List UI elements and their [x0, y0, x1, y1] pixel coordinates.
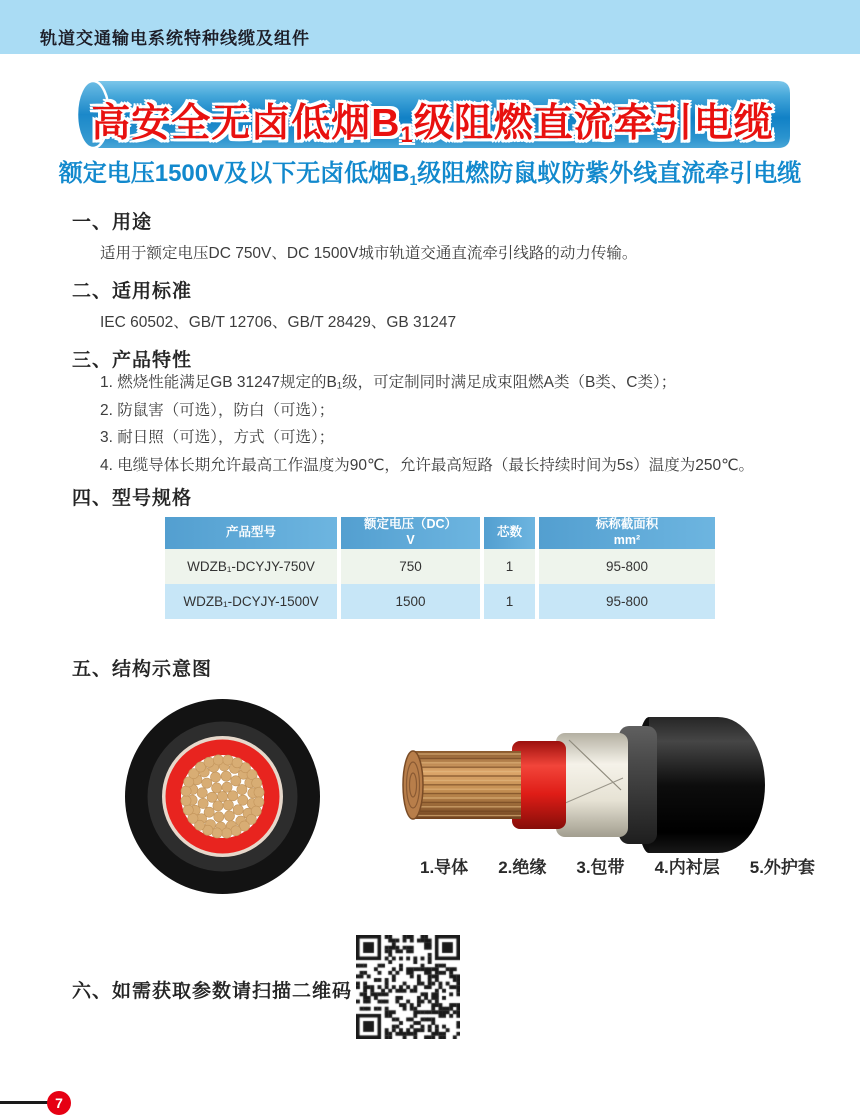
table-header-row [165, 517, 715, 549]
caption-outer-sheath: 5.外护套 [749, 858, 815, 877]
feature-item-3: 3. 耐日照（可选），方式（可选）； [100, 429, 335, 446]
usage-body-text: 适用于额定电压DC 750V、DC 1500V城市轨道交通直流牵引线路的动力传输。 [100, 245, 638, 262]
caption-tape: 3.包带 [576, 858, 625, 877]
page-title-text-2: 级阻燃直流牵引电缆 [413, 102, 774, 145]
outer-sheath-cylinder [649, 717, 765, 853]
cell-model: WDZB₁-DCYJY-1500V [165, 584, 337, 619]
col-header-section: 标称截面积 mm² [539, 517, 715, 549]
cell-voltage: 1500 [341, 584, 480, 619]
cell-cores: 1 [484, 549, 535, 584]
col-header-cores: 芯数 [484, 517, 535, 549]
conductor-striations [413, 754, 521, 816]
catalog-section-title: 轨道交通输电系统特种线缆及组件 [40, 29, 310, 48]
feature-item-2: 2. 防鼠害（可选），防白（可选）； [100, 401, 335, 419]
cable-side-view-image [393, 712, 768, 867]
table-row [165, 549, 715, 584]
col-header-voltage: 额定电压（DC） V [341, 517, 480, 549]
spec-table [165, 517, 715, 619]
page-number: 7 [55, 1095, 63, 1111]
feature-item-4: 4. 电缆导体长期允许最高工作温度为90℃，允许最高短路（最长持续时间为5s）温度为250℃。 [100, 456, 755, 474]
product-subtitle: 额定电压1500V及以下无卤低烟$B_1$级阻燃防鼠蚁防紫外线直流牵引电缆 [58, 160, 802, 188]
page-title-text: 高安全无卤低烟B [91, 102, 401, 145]
caption-conductor: 1.导体 [420, 858, 469, 877]
feature-list [100, 369, 754, 479]
cable-cross-section-image [124, 698, 321, 900]
page-title [75, 92, 790, 148]
standards-body-text: IEC 60502、GB/T 12706、GB/T 28429、GB 31247 [100, 314, 457, 331]
footer-rule-line [0, 1101, 51, 1104]
structure-caption [420, 853, 815, 878]
page-title-subscript: 1 [400, 122, 414, 147]
section-heading-models: 四、型号规格 [72, 488, 193, 509]
section-heading-standards: 二、适用标准 [72, 281, 193, 302]
qr-code [356, 935, 460, 1039]
cell-cores: 1 [484, 584, 535, 619]
section-heading-usage: 一、用途 [72, 212, 153, 233]
page-number-badge [47, 1091, 71, 1115]
section-heading-qr: 六、如需获取参数请扫描二维码 [72, 981, 353, 1002]
caption-insulation: 2.绝缘 [498, 858, 547, 877]
cell-voltage: 750 [341, 549, 480, 584]
cell-model: WDZB₁-DCYJY-750V [165, 549, 337, 584]
table-row [165, 584, 715, 619]
col-header-model: 产品型号 [165, 517, 337, 549]
section-heading-structure: 五、结构示意图 [72, 659, 213, 680]
caption-inner-liner: 4.内衬层 [654, 858, 720, 877]
section-heading-features: 三、产品特性 [72, 350, 193, 371]
cell-section: 95-800 [539, 584, 715, 619]
feature-item-1: 1. 燃烧性能满足GB 31247规定的B₁级，可定制同时满足成束阻燃A类（B类、C类）； [100, 374, 677, 391]
tape-cylinder [556, 733, 628, 837]
cell-section: 95-800 [539, 549, 715, 584]
